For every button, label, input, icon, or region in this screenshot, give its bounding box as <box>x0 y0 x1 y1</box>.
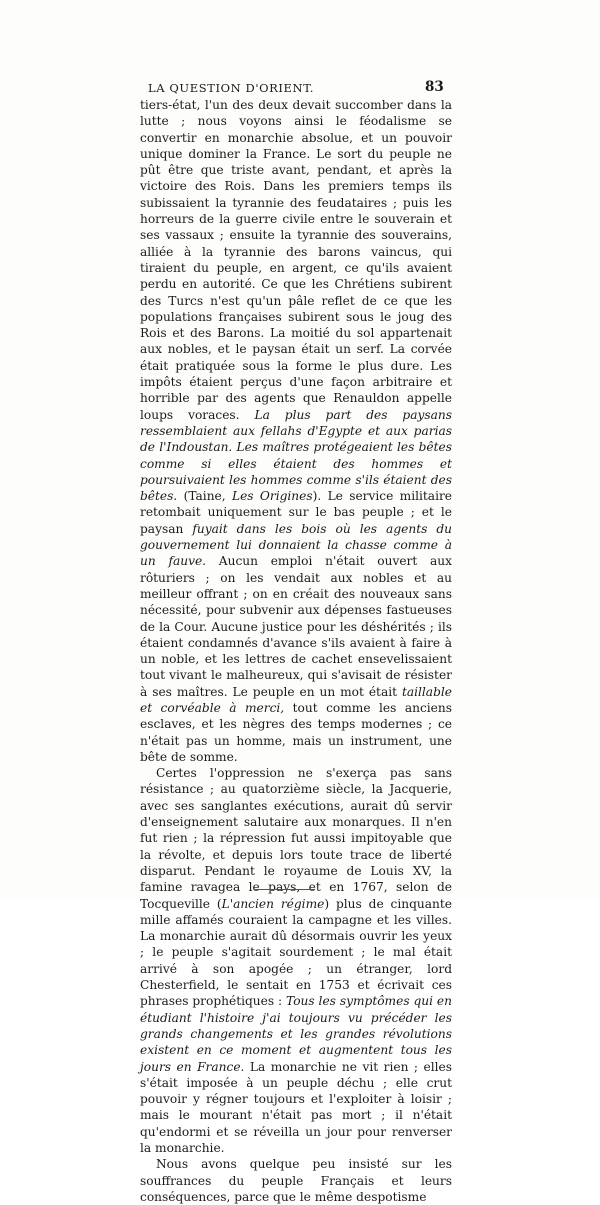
page-number: 83 <box>425 79 444 95</box>
text-run: Nous avons quelque peu insisté sur les souffrances du peuple Français et leurs conséquences, parce que le même despotisme <box>140 1157 452 1204</box>
paragraph-3 <box>140 1156 452 1205</box>
italic-quote: Tous les symptômes qui en étudiant l'histoire j'ai toujours vu précéder les grands changements et les grandes révolutions existent en ce moment et augmentent tous les jours en France. <box>140 994 452 1074</box>
footer-rule <box>255 889 315 890</box>
italic-phrase: fuyait dans les bois où les agents du gouvernement lui donnaient la chasse comme à un fauve. <box>140 521 452 569</box>
paragraph-1 <box>140 97 452 765</box>
running-title: LA QUESTION D'ORIENT. <box>148 81 315 95</box>
text-run: ) plus de cinquante mille affamés couraient la campagne et les villes. La monarchie aurait dû désormais ouvrir les yeux ; le peuple s'agitait sourdement ; le mal était arrivé à son apogée ; un étranger, lord Chesterfield, le sentait en 1753 et écrivait ces phrases prophétiques : <box>140 896 452 1009</box>
text-run: tiers-état, l'un des deux devait succomber dans la lutte ; nous voyons ainsi le féodalisme se convertir en monarchie absolue, et un pouvoir unique dominer la France. Le sort du peuple ne pût être que triste avant, pendant, et après la victoire des Rois. Dans les premiers temps ils subissaient la tyrannie des feudataires ; puis les horreurs de la guerre civile entre le souverain et ses vassaux ; ensuite la tyrannie des souverains, alliée à la tyrannie des barons vaincus, qui tiraient du peuple, en argent, ce qu'ils avaient perdu en autorité. Ce que les Chrétiens subirent des Turcs n'est qu'un pâle reflet de ce que les populations françaises subirent sous le joug des Rois et des Barons. La moitié du sol appartenait aux nobles, et le paysan était un serf. La corvée était pratiquée sous la forme le plus dure. Les impôts étaient perçus d'une façon arbitraire et horrible par des agents que Renauldon appelle loups voraces. <box>140 98 452 422</box>
book-title: Les Origines <box>232 489 313 504</box>
italic-phrase: taillable et corvéable à merci, <box>140 684 452 715</box>
text-run: ). Le service militaire retombait uniquement sur le bas peuple ; et le paysan <box>140 489 453 536</box>
text-run: Certes l'oppression ne s'exerça pas sans résistance ; au quatorzième siècle, la Jacquerie, avec ses sanglantes exécutions, aurait dû servir d'enseignement salutaire aux monarques. Il n'en fut rien ; la répression fut aussi impitoyable que la révolte, et depuis lors toute trace de liberté disparut. Pendant le royaume de Louis XV, la famine ravagea le pays, et en 1767, selon de Tocqueville ( <box>140 766 452 911</box>
text-run: La monarchie ne vit rien ; elles s'était imposée à un peuple déchu ; elle crut pouvoir y régner toujours et l'exploiter à loisir ; mais le mourant n'était pas mort ; il n'était qu'endormi et se réveilla un jour pour renverser la monarchie. <box>140 1059 452 1155</box>
text-run: (Taine, <box>183 489 226 504</box>
body-text <box>140 97 452 1205</box>
book-title: L'ancien régime <box>221 896 325 911</box>
paragraph-2 <box>140 765 452 1156</box>
text-run: Aucun emploi n'était ouvert aux rôturiers ; on les vendait aux nobles et au meilleur offrant ; on en créait des nouveaux sans nécessité, pour subvenir aux dépenses fastueuses de la Cour. Aucune justice pour les déshérités ; ils étaient condamnés d'avance s'ils avaient à faire à un noble, et les lettres de cachet ensevelissaient tout vivant le malheureux, qui s'avisait de résister à ses maîtres. Le peuple en un mot était <box>140 554 453 699</box>
italic-quote: La plus part des paysans ressemblaient aux fellahs d'Egypte et aux parias de l'Indoustan. Les maîtres protégeaient les bêtes comme si elles étaient des hommes et poursuivaient les hommes comme s'ils étaient des bêtes. <box>140 407 453 504</box>
text-run: tout comme les anciens esclaves, et les nègres des temps modernes ; ce n'était pas un homme, mais un instrument, une bête de somme. <box>140 700 452 764</box>
